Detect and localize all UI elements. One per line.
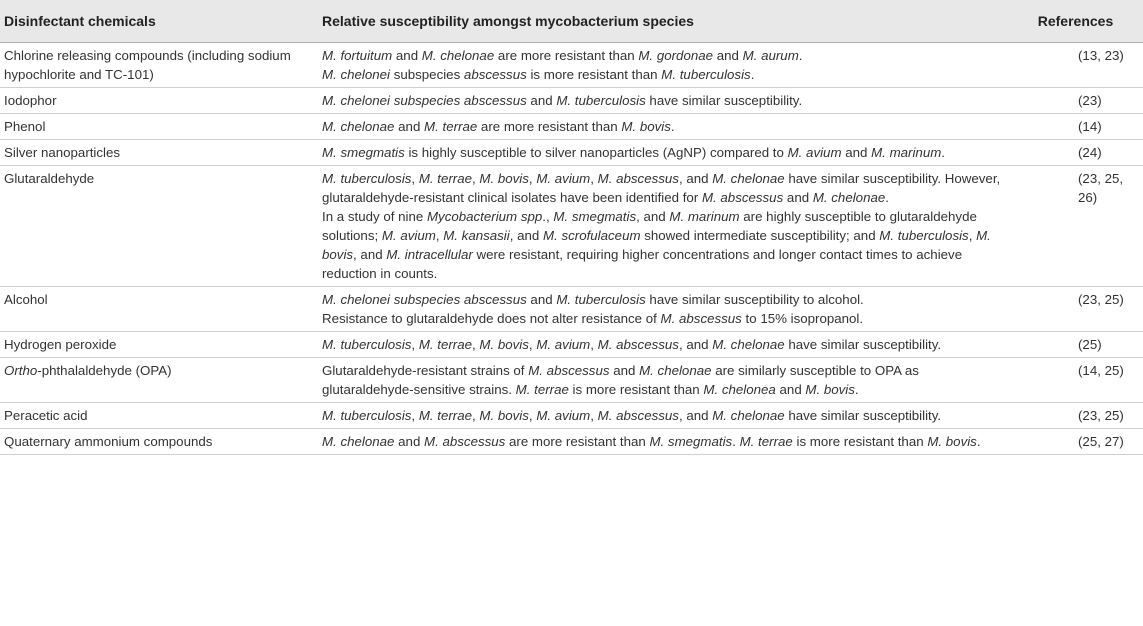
species-name: M. chelonae [639, 363, 712, 378]
species-name: M. abscessus [660, 311, 742, 326]
text-fragment: . [885, 190, 889, 205]
chemical-cell: Quaternary ammonium compounds [4, 434, 213, 449]
text-fragment: have similar susceptibility. [784, 408, 942, 423]
text-fragment: , [590, 337, 598, 352]
text-fragment: have similar susceptibility. [645, 93, 803, 108]
chemical-cell: Chlorine releasing compounds (including sodium hypochlorite and TC-101) [4, 48, 291, 82]
species-name: M. fortuitum [322, 48, 393, 63]
species-name: M. avium [536, 337, 591, 352]
text-fragment: are highly susceptible to glutaraldehyde solutions; [322, 209, 977, 243]
header-susceptibility: Relative susceptibility amongst mycobacterium species [322, 13, 694, 29]
text-fragment: have similar susceptibility to alcohol. [645, 292, 864, 307]
text-fragment: is highly susceptible to silver nanoparticles (AgNP) compared to [404, 145, 788, 160]
species-name: Mycobacterium spp [426, 209, 543, 224]
species-name: M. abscessus [597, 408, 679, 423]
species-name: M. terrae [418, 408, 473, 423]
species-name: M. bovis [322, 228, 991, 262]
text-fragment: and [775, 382, 806, 397]
chemical-cell: Iodophor [4, 93, 57, 108]
species-name: M. chelonae [712, 337, 785, 352]
text-fragment: -phthalaldehyde (OPA) [37, 363, 172, 378]
susceptibility-paragraph [322, 46, 1008, 65]
text-fragment: , and [636, 209, 670, 224]
text-fragment: , and [509, 228, 543, 243]
species-name: M. scrofulaceum [543, 228, 641, 243]
species-name: M. smegmatis [322, 145, 405, 160]
text-fragment: and [392, 48, 422, 63]
text-fragment: . [732, 434, 740, 449]
references-cell: (25) [1078, 337, 1102, 352]
text-fragment: , [411, 171, 419, 186]
susceptibility-paragraph [322, 169, 1008, 207]
species-name: M. terrae [515, 382, 569, 397]
text-fragment: Glutaraldehyde-resistant strains of [322, 363, 529, 378]
susceptibility-cell [318, 332, 1008, 357]
species-name: M. terrae [739, 434, 793, 449]
table-header [0, 0, 1143, 43]
text-fragment: , and [678, 408, 713, 423]
references-cell: (23, 25, 26) [1078, 171, 1124, 205]
text-fragment: and [841, 145, 872, 160]
references-cell: (23, 25) [1078, 408, 1124, 423]
text-fragment: . [798, 48, 803, 63]
table-body [0, 43, 1143, 455]
species-name: M. intracellular [386, 247, 473, 262]
susceptibility-cell [318, 166, 1008, 286]
susceptibility-cell [318, 429, 1008, 454]
species-name: M. avium [536, 408, 591, 423]
species-name: M. avium [536, 171, 591, 186]
species-name: M. chelonae [712, 408, 785, 423]
text-fragment: , and [678, 337, 713, 352]
susceptibility-cell [318, 43, 1008, 87]
text-fragment: , [528, 171, 537, 186]
references-cell: (23, 25) [1078, 292, 1124, 307]
text-fragment: and [609, 363, 640, 378]
species-name: M. abscessus [597, 337, 679, 352]
susceptibility-cell [318, 140, 1008, 165]
species-name: M. terrae [424, 119, 478, 134]
susceptibility-cell [318, 88, 1008, 113]
table-row [0, 358, 1143, 403]
text-fragment: have similar susceptibility. However, glutaraldehyde-resistant clinical isolates have been identified for [322, 171, 1001, 205]
text-fragment: and [526, 292, 557, 307]
species-name: M. chelonae [322, 119, 395, 134]
species-name: M. bovis [479, 337, 529, 352]
text-fragment: are more resistant than [505, 434, 650, 449]
text-fragment: . [670, 119, 675, 134]
text-fragment: Resistance to glutaraldehyde does not alter resistance of [322, 311, 661, 326]
text-fragment: have similar susceptibility. [784, 337, 942, 352]
species-name: M. terrae [418, 171, 473, 186]
chemical-cell: Hydrogen peroxide [4, 337, 117, 352]
susceptibility-cell [318, 358, 1008, 402]
table-row [0, 403, 1143, 429]
chemical-cell: Alcohol [4, 292, 48, 307]
text-fragment: showed intermediate susceptibility; and [640, 228, 880, 243]
susceptibility-cell [318, 403, 1008, 428]
text-fragment: . [854, 382, 859, 397]
species-name: Ortho [4, 363, 38, 378]
species-name: M. aurum [742, 48, 799, 63]
species-name: M. tuberculosis [322, 171, 412, 186]
susceptibility-paragraph [322, 361, 1008, 399]
species-name: M. avium [787, 145, 842, 160]
species-name: M. smegmatis [649, 434, 733, 449]
text-fragment: were resistant, requiring higher concentrations and longer contact times to achieve reduction in counts. [322, 247, 963, 281]
species-name: M. bovis [479, 171, 529, 186]
species-name: M. chelonea [703, 382, 776, 397]
text-fragment: and [713, 48, 743, 63]
species-name: M. abscessus [424, 434, 506, 449]
species-name: M. chelonae [712, 171, 785, 186]
species-name: M. bovis [805, 382, 855, 397]
susceptibility-paragraph [322, 65, 1008, 84]
susceptibility-paragraph [322, 91, 1008, 110]
text-fragment: , [435, 228, 444, 243]
references-cell: (14, 25) [1078, 363, 1124, 378]
susceptibility-paragraph [322, 335, 1008, 354]
susceptibility-paragraph [322, 117, 1008, 136]
text-fragment: are similarly susceptible to OPA as glutaraldehyde-sensitive strains. [322, 363, 919, 397]
species-name: M. chelonae [322, 434, 395, 449]
species-name: M. chelonei subspecies abscessus [322, 93, 527, 108]
text-fragment: , [411, 337, 419, 352]
text-fragment: , [472, 408, 480, 423]
text-fragment: subspecies [390, 67, 464, 82]
references-cell: (14) [1078, 119, 1102, 134]
header-references: References [1037, 13, 1114, 29]
species-name: M. avium [381, 228, 436, 243]
text-fragment: , and [353, 247, 387, 262]
text-fragment: and [526, 93, 557, 108]
text-fragment: . [976, 434, 981, 449]
table-row [0, 88, 1143, 114]
text-fragment: , [590, 408, 598, 423]
text-fragment: and [394, 434, 425, 449]
species-name: M. bovis [479, 408, 529, 423]
text-fragment: , [411, 408, 419, 423]
chemical-cell: Silver nanoparticles [4, 145, 121, 160]
text-fragment: , and [678, 171, 713, 186]
text-fragment: and [783, 190, 813, 205]
species-name: abscessus [463, 67, 527, 82]
references-cell: (23) [1078, 93, 1102, 108]
table-row [0, 287, 1143, 332]
text-fragment: , [528, 408, 537, 423]
text-fragment: is more resistant than [526, 67, 662, 82]
text-fragment: is more resistant than [792, 434, 928, 449]
text-fragment: , [968, 228, 977, 243]
species-name: M. marinum [871, 145, 942, 160]
susceptibility-paragraph [322, 432, 1008, 451]
species-name: M. tuberculosis [556, 93, 646, 108]
susceptibility-paragraph [322, 290, 1008, 309]
species-name: M. abscessus [528, 363, 610, 378]
species-name: M. kansasii [443, 228, 510, 243]
species-name: M. chelonei subspecies abscessus [322, 292, 527, 307]
table-row [0, 332, 1143, 358]
text-fragment: and [394, 119, 425, 134]
chemical-cell: Phenol [4, 119, 46, 134]
species-name: M. bovis [927, 434, 977, 449]
species-name: M. chelonei [322, 67, 390, 82]
text-fragment: ., [542, 209, 554, 224]
species-name: M. chelonae [812, 190, 886, 205]
text-fragment: In a study of nine [322, 209, 427, 224]
species-name: M. bovis [621, 119, 671, 134]
susceptibility-paragraph [322, 309, 1008, 328]
references-cell: (24) [1078, 145, 1102, 160]
species-name: M. marinum [669, 209, 740, 224]
species-name: M. tuberculosis [556, 292, 646, 307]
text-fragment: , [528, 337, 537, 352]
susceptibility-cell [318, 114, 1008, 139]
references-cell: (13, 23) [1078, 48, 1124, 63]
species-name: M. tuberculosis [661, 67, 751, 82]
species-name: M. gordonae [638, 48, 714, 63]
table-row [0, 43, 1143, 88]
species-name: M. tuberculosis [322, 408, 412, 423]
species-name: M. terrae [418, 337, 473, 352]
species-name: M. smegmatis [553, 209, 637, 224]
header-disinfectant: Disinfectant chemicals [4, 13, 156, 29]
text-fragment: , [472, 337, 480, 352]
species-name: M. tuberculosis [879, 228, 969, 243]
text-fragment: . [750, 67, 755, 82]
text-fragment: is more resistant than [568, 382, 704, 397]
chemical-cell [0, 358, 318, 402]
susceptibility-paragraph [322, 143, 1008, 162]
text-fragment: , [472, 171, 480, 186]
text-fragment: . [941, 145, 945, 160]
susceptibility-cell [318, 287, 1008, 331]
text-fragment: to 15% isopropanol. [741, 311, 864, 326]
susceptibility-paragraph [322, 406, 1008, 425]
chemical-cell: Peracetic acid [4, 408, 88, 423]
species-name: M. abscessus [597, 171, 679, 186]
species-name: M. abscessus [701, 190, 784, 205]
table-row [0, 166, 1143, 287]
table-row [0, 429, 1143, 455]
chemical-cell: Glutaraldehyde [4, 171, 95, 186]
species-name: M. tuberculosis [322, 337, 412, 352]
text-fragment: are more resistant than [494, 48, 639, 63]
text-fragment: are more resistant than [477, 119, 622, 134]
table-row [0, 140, 1143, 166]
species-name: M. chelonae [421, 48, 495, 63]
text-fragment: , [590, 171, 598, 186]
references-cell: (25, 27) [1078, 434, 1124, 449]
susceptibility-paragraph [322, 207, 1008, 283]
table-row [0, 114, 1143, 140]
